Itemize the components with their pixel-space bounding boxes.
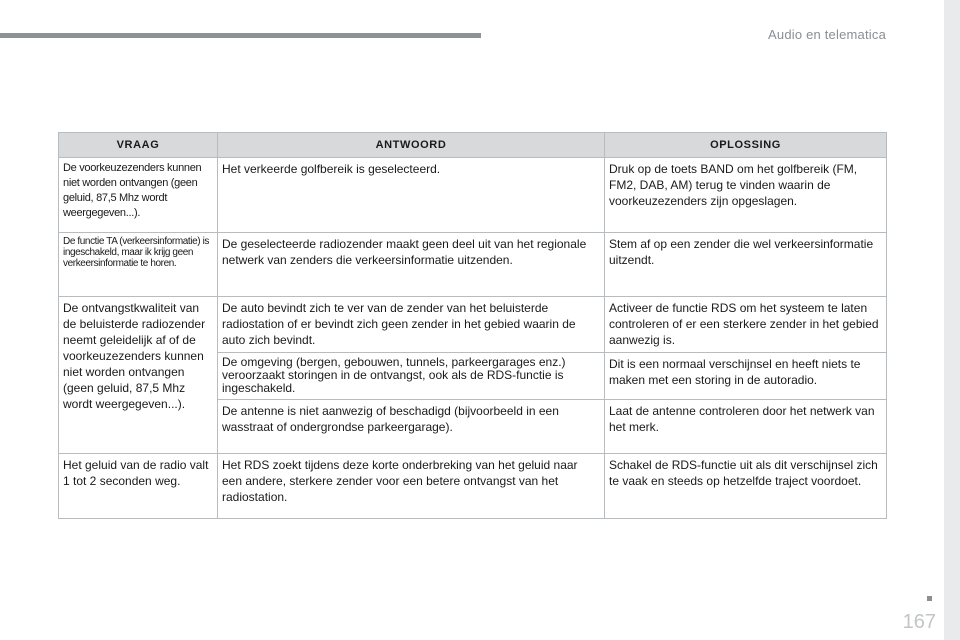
answer-cell: De auto bevindt zich te ver van de zender van het beluisterde radiostation of er bevindt zich geen zender in het gebied waarin de auto zich bevindt. <box>218 297 605 353</box>
question-cell: De ontvangstkwaliteit van de beluisterde radiozender neemt geleidelijk af of de voorkeuzezenders kunnen niet worden ontvangen (geen geluid, 87,5 Mhz wordt weergegeven...). <box>59 297 218 454</box>
table-row <box>59 158 887 233</box>
header-solution: OPLOSSING <box>605 133 887 158</box>
question-cell: De functie TA (verkeersinformatie) is ingeschakeld, maar ik krijg geen verkeersinformatie te horen. <box>59 233 218 297</box>
answer-cell: De omgeving (bergen, gebouwen, tunnels, parkeergarages enz.) veroorzaakt storingen in de ontvangst, ook als de RDS-functie is ingeschakeld. <box>218 353 605 400</box>
page-marker-dot <box>927 596 932 601</box>
troubleshooting-table <box>58 132 887 519</box>
solution-cell: Druk op de toets BAND om het golfbereik (FM, FM2, DAB, AM) terug te vinden waarin de voorkeuzezenders zijn opgeslagen. <box>605 158 887 233</box>
section-title: Audio en telematica <box>768 27 886 42</box>
header-question: VRAAG <box>59 133 218 158</box>
solution-cell: Schakel de RDS-functie uit als dit verschijnsel zich te vaak en steeds op hetzelfde traject voordoet. <box>605 454 887 519</box>
answer-cell: De geselecteerde radiozender maakt geen deel uit van het regionale netwerk van zenders die verkeersinformatie uitzenden. <box>218 233 605 297</box>
header-answer: ANTWOORD <box>218 133 605 158</box>
table-row <box>59 454 887 519</box>
answer-cell: Het verkeerde golfbereik is geselecteerd. <box>218 158 605 233</box>
solution-cell: Laat de antenne controleren door het netwerk van het merk. <box>605 400 887 454</box>
solution-cell: Activeer de functie RDS om het systeem te laten controleren of er een sterkere zender in het gebied aanwezig is. <box>605 297 887 353</box>
table-header-row <box>59 133 887 158</box>
page-number: 167 <box>902 611 936 633</box>
answer-cell: Het RDS zoekt tijdens deze korte onderbreking van het geluid naar een andere, sterkere zender voor een betere ontvangst van het radiostation. <box>218 454 605 519</box>
table-row <box>59 233 887 297</box>
header-rule <box>0 33 481 38</box>
question-cell: Het geluid van de radio valt 1 tot 2 seconden weg. <box>59 454 218 519</box>
table-row <box>59 297 887 353</box>
solution-cell: Stem af op een zender die wel verkeersinformatie uitzendt. <box>605 233 887 297</box>
answer-cell: De antenne is niet aanwezig of beschadigd (bijvoorbeeld in een wasstraat of ondergrondse parkeergarage). <box>218 400 605 454</box>
solution-cell: Dit is een normaal verschijnsel en heeft niets te maken met een storing in de autoradio. <box>605 353 887 400</box>
question-cell: De voorkeuzezenders kunnen niet worden ontvangen (geen geluid, 87,5 Mhz wordt weergegeven...). <box>59 158 218 233</box>
page-edge-strip <box>944 0 960 640</box>
